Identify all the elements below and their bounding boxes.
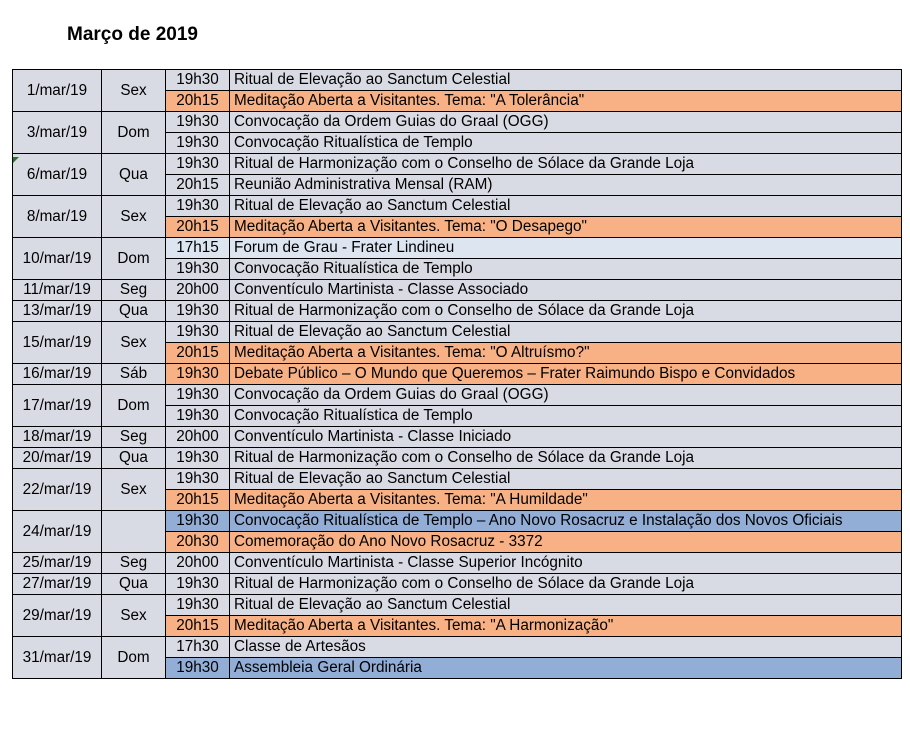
table-row [13, 238, 902, 259]
date-cell: 3/mar/19 [13, 112, 102, 154]
time-cell: 20h15 [166, 175, 230, 196]
time-cell: 20h15 [166, 91, 230, 112]
table-row [13, 448, 902, 469]
time-cell: 19h30 [166, 595, 230, 616]
date-cell: 11/mar/19 [13, 280, 102, 301]
event-description-cell: Convocação Ritualística de Templo [230, 133, 902, 154]
date-cell: 15/mar/19 [13, 322, 102, 364]
table-row [13, 301, 902, 322]
table-row [13, 364, 902, 385]
time-cell: 19h30 [166, 511, 230, 532]
time-cell: 20h15 [166, 343, 230, 364]
time-cell: 19h30 [166, 469, 230, 490]
event-description-cell: Convocação Ritualística de Templo [230, 259, 902, 280]
weekday-cell: Seg [102, 280, 166, 301]
event-description-cell: Ritual de Elevação ao Sanctum Celestial [230, 469, 902, 490]
weekday-cell: Sex [102, 595, 166, 637]
event-description-cell: Ritual de Harmonização com o Conselho de Sólace da Grande Loja [230, 301, 902, 322]
date-cell: 13/mar/19 [13, 301, 102, 322]
time-cell: 19h30 [166, 154, 230, 175]
date-cell: 8/mar/19 [13, 196, 102, 238]
event-description-cell: Meditação Aberta a Visitantes. Tema: "A Harmonização" [230, 616, 902, 637]
time-cell: 19h30 [166, 322, 230, 343]
date-cell: 10/mar/19 [13, 238, 102, 280]
table-row [13, 637, 902, 658]
weekday-cell: Dom [102, 637, 166, 679]
time-cell: 19h30 [166, 133, 230, 154]
time-cell: 20h15 [166, 616, 230, 637]
weekday-cell: Seg [102, 427, 166, 448]
weekday-cell: Sáb [102, 364, 166, 385]
weekday-cell: Qua [102, 154, 166, 196]
time-cell: 20h00 [166, 427, 230, 448]
time-cell: 19h30 [166, 70, 230, 91]
date-cell: 18/mar/19 [13, 427, 102, 448]
date-cell: 22/mar/19 [13, 469, 102, 511]
table-row [13, 469, 902, 490]
event-description-cell: Forum de Grau - Frater Lindineu [230, 238, 902, 259]
weekday-cell: Qua [102, 301, 166, 322]
date-cell: 20/mar/19 [13, 448, 102, 469]
time-cell: 19h30 [166, 574, 230, 595]
time-cell: 20h00 [166, 280, 230, 301]
table-row [13, 196, 902, 217]
time-cell: 19h30 [166, 112, 230, 133]
date-cell: 17/mar/19 [13, 385, 102, 427]
schedule-body [13, 70, 902, 679]
table-row [13, 511, 902, 532]
date-cell: 27/mar/19 [13, 574, 102, 595]
table-row [13, 595, 902, 616]
table-row [13, 280, 902, 301]
time-cell: 19h30 [166, 364, 230, 385]
event-description-cell: Meditação Aberta a Visitantes. Tema: "A Tolerância" [230, 91, 902, 112]
table-row [13, 385, 902, 406]
page-title: Março de 2019 [67, 24, 198, 45]
time-cell: 20h00 [166, 553, 230, 574]
event-description-cell: Meditação Aberta a Visitantes. Tema: "O Desapego" [230, 217, 902, 238]
weekday-cell: Qua [102, 448, 166, 469]
weekday-cell [102, 511, 166, 553]
time-cell: 19h30 [166, 301, 230, 322]
weekday-cell: Sex [102, 322, 166, 364]
weekday-cell: Sex [102, 469, 166, 511]
weekday-cell: Dom [102, 112, 166, 154]
event-description-cell: Ritual de Harmonização com o Conselho de Sólace da Grande Loja [230, 574, 902, 595]
cell-comment-marker [13, 157, 19, 163]
event-description-cell: Conventículo Martinista - Classe Superior Incógnito [230, 553, 902, 574]
event-description-cell: Meditação Aberta a Visitantes. Tema: "A Humildade" [230, 490, 902, 511]
event-description-cell: Convocação Ritualística de Templo [230, 406, 902, 427]
event-description-cell: Convocação da Ordem Guias do Graal (OGG) [230, 385, 902, 406]
event-description-cell: Ritual de Elevação ao Sanctum Celestial [230, 196, 902, 217]
table-row [13, 574, 902, 595]
time-cell: 19h30 [166, 658, 230, 679]
time-cell: 17h15 [166, 238, 230, 259]
time-cell: 19h30 [166, 448, 230, 469]
table-row [13, 112, 902, 133]
weekday-cell: Sex [102, 70, 166, 112]
event-description-cell: Classe de Artesãos [230, 637, 902, 658]
time-cell: 19h30 [166, 259, 230, 280]
table-row [13, 70, 902, 91]
date-cell: 6/mar/19 [13, 154, 102, 196]
event-description-cell: Convocação da Ordem Guias do Graal (OGG) [230, 112, 902, 133]
date-cell: 24/mar/19 [13, 511, 102, 553]
table-row [13, 553, 902, 574]
event-description-cell: Ritual de Elevação ao Sanctum Celestial [230, 70, 902, 91]
event-description-cell: Reunião Administrativa Mensal (RAM) [230, 175, 902, 196]
time-cell: 19h30 [166, 385, 230, 406]
time-cell: 20h15 [166, 490, 230, 511]
date-cell: 16/mar/19 [13, 364, 102, 385]
table-row [13, 154, 902, 175]
event-description-cell: Ritual de Elevação ao Sanctum Celestial [230, 595, 902, 616]
table-row [13, 322, 902, 343]
event-description-cell: Debate Público – O Mundo que Queremos – Frater Raimundo Bispo e Convidados [230, 364, 902, 385]
event-description-cell: Meditação Aberta a Visitantes. Tema: "O Altruísmo?" [230, 343, 902, 364]
event-description-cell: Comemoração do Ano Novo Rosacruz - 3372 [230, 532, 902, 553]
weekday-cell: Qua [102, 574, 166, 595]
time-cell: 20h30 [166, 532, 230, 553]
event-description-cell: Conventículo Martinista - Classe Associado [230, 280, 902, 301]
weekday-cell: Seg [102, 553, 166, 574]
schedule-table [12, 69, 902, 679]
date-cell: 29/mar/19 [13, 595, 102, 637]
date-cell: 1/mar/19 [13, 70, 102, 112]
weekday-cell: Dom [102, 385, 166, 427]
event-description-cell: Ritual de Harmonização com o Conselho de Sólace da Grande Loja [230, 154, 902, 175]
time-cell: 17h30 [166, 637, 230, 658]
event-description-cell: Conventículo Martinista - Classe Iniciado [230, 427, 902, 448]
time-cell: 19h30 [166, 406, 230, 427]
table-row [13, 427, 902, 448]
weekday-cell: Dom [102, 238, 166, 280]
event-description-cell: Ritual de Elevação ao Sanctum Celestial [230, 322, 902, 343]
weekday-cell: Sex [102, 196, 166, 238]
date-cell: 31/mar/19 [13, 637, 102, 679]
date-cell: 25/mar/19 [13, 553, 102, 574]
event-description-cell: Convocação Ritualística de Templo – Ano Novo Rosacruz e Instalação dos Novos Oficiais [230, 511, 902, 532]
event-description-cell: Assembleia Geral Ordinária [230, 658, 902, 679]
time-cell: 19h30 [166, 196, 230, 217]
event-description-cell: Ritual de Harmonização com o Conselho de Sólace da Grande Loja [230, 448, 902, 469]
time-cell: 20h15 [166, 217, 230, 238]
